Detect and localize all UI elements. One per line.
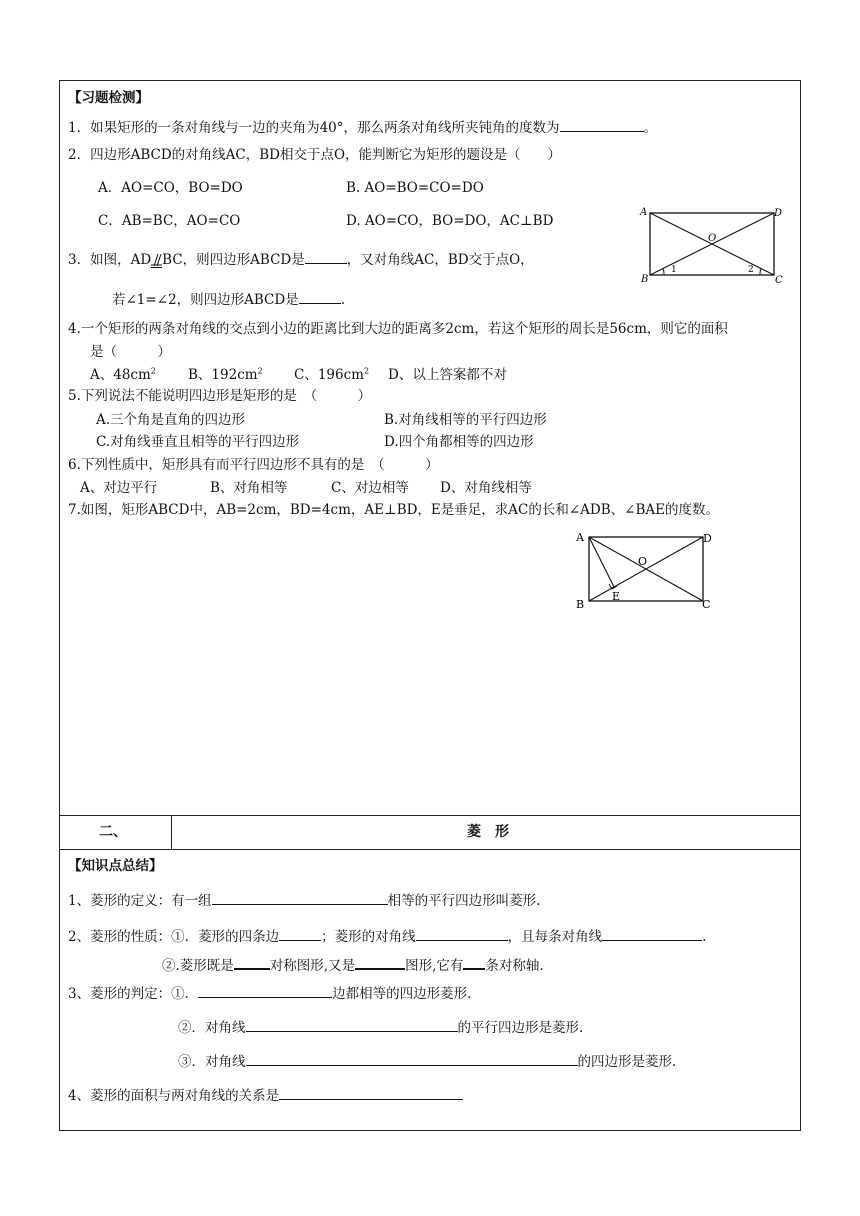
question-5: 5.下列说法不能说明四边形是矩形的是 （ ）	[68, 388, 372, 404]
answer-blank[interactable]	[355, 955, 405, 970]
answer-blank[interactable]	[560, 118, 644, 132]
q4-option-a: A、$48cm^2$	[90, 366, 156, 383]
question-4-line2: 是（ ）	[90, 344, 171, 360]
figure1-angle-2: 2	[748, 265, 754, 275]
rectangle-figure-2	[572, 528, 720, 614]
q5-option-d: D.四个角都相等的四边形	[384, 434, 534, 450]
figure2-label-d: D	[703, 532, 712, 545]
section-title: 菱 形	[467, 824, 509, 840]
answer-blank[interactable]	[279, 1086, 463, 1100]
answer-blank[interactable]	[234, 955, 270, 970]
figure2-label-o: O	[638, 555, 648, 568]
q4-option-d: D、以上答案都不对	[388, 367, 507, 383]
question-7: 7.如图，矩形ABCD中，AB=2cm，BD=4cm，AE⊥BD，E是垂足，求AC的长和∠ADB、∠BAE的度数。	[68, 502, 720, 518]
rhombus-properties-2: ②.菱形既是 对称图形,又是 图形,它有 条对称轴.	[162, 955, 544, 975]
figure1-label-o: O	[708, 233, 717, 244]
figure1-label-b: B	[641, 274, 649, 285]
rhombus-judgement-1: 3、菱形的判定：①． 边都相等的四边形菱形.	[68, 986, 472, 1002]
answer-blank[interactable]	[246, 1052, 578, 1066]
rhombus-judgement-3: ③．对角线 的四边形是菱形.	[178, 1054, 677, 1070]
figure2-label-c: C	[702, 598, 711, 611]
figure1-label-a: A	[640, 207, 648, 218]
q6-option-b: B、对角相等	[210, 480, 288, 496]
answer-blank[interactable]	[299, 290, 341, 304]
q4-option-c: C、$196cm^2$	[294, 366, 370, 383]
answer-blank[interactable]	[212, 891, 388, 905]
q2-option-c: C．AB=BC，AO=CO	[98, 213, 241, 229]
rectangle-figure-1	[636, 204, 786, 286]
q2-option-b: B. AO=BO=CO=DO	[346, 180, 484, 196]
figure1-label-d: D	[774, 208, 783, 219]
figure1-angle-1: 1	[671, 265, 677, 275]
question-3: 3．如图，AD BC，则四边形ABCD是 ，又对角线AC，BD交于点O，	[68, 252, 534, 268]
question-4: 4.一个矩形的两条对角线的交点到小边的距离比到大边的距离多2cm，若这个矩形的周长是56cm，则它的面积	[68, 321, 728, 337]
q2-option-d: D. AO=CO，BO=DO，AC⊥BD	[346, 213, 554, 229]
question-2: 2．四边形ABCD的对角线AC，BD相交于点O，能判断它为矩形的题设是（ ）	[68, 147, 562, 163]
question-1: 1．如果矩形的一条对角线与一边的夹角为40°，那么两条对角线所夹钝角的度数为 。	[68, 120, 658, 136]
rhombus-definition: 1、菱形的定义：有一组 相等的平行四边形叫菱形.	[68, 893, 541, 909]
answer-blank[interactable]	[416, 927, 508, 941]
answer-blank[interactable]	[305, 250, 347, 264]
rhombus-area: 4、菱形的面积与两对角线的关系是	[68, 1086, 463, 1105]
q5-option-c: C.对角线垂直且相等的平行四边形	[96, 434, 300, 450]
q5-option-a: A.三个角是直角的四边形	[96, 412, 246, 428]
question-3-line2: 若∠1=∠2，则四边形ABCD是 .	[112, 292, 345, 308]
section-divider-bottom	[59, 849, 801, 850]
answer-blank[interactable]	[198, 984, 332, 998]
q4-option-b: B、$192cm^2$	[188, 366, 263, 383]
parallel-equal-icon	[151, 252, 162, 266]
answer-blank[interactable]	[246, 1018, 458, 1032]
q6-option-c: C、对边相等	[331, 480, 409, 496]
exercise-heading: 【习题检测】	[68, 90, 149, 106]
figure2-label-b: B	[576, 598, 585, 611]
q6-option-d: D、对角线相等	[440, 480, 532, 496]
rhombus-properties: 2、菱形的性质：①．菱形的四条边 ；菱形的对角线 ，且每条对角线 .	[68, 929, 707, 945]
figure1-label-c: C	[775, 275, 783, 286]
q5-option-b: B.对角线相等的平行四边形	[384, 412, 547, 428]
figure2-label-a: A	[576, 531, 584, 544]
rhombus-judgement-2: ②．对角线 的平行四边形是菱形.	[178, 1020, 584, 1036]
figure2-label-e: E	[612, 590, 621, 603]
section-number: 二、	[99, 824, 127, 840]
answer-blank[interactable]	[279, 927, 321, 941]
answer-blank[interactable]	[463, 955, 485, 970]
q2-option-a: A．AO=CO，BO=DO	[98, 180, 243, 196]
q6-option-a: A、对边平行	[80, 480, 158, 496]
question-6: 6.下列性质中，矩形具有而平行四边形不具有的是 （ ）	[68, 457, 439, 473]
section-cell-divider	[171, 815, 172, 849]
summary-heading: 【知识点总结】	[68, 858, 163, 874]
answer-blank[interactable]	[602, 927, 702, 941]
